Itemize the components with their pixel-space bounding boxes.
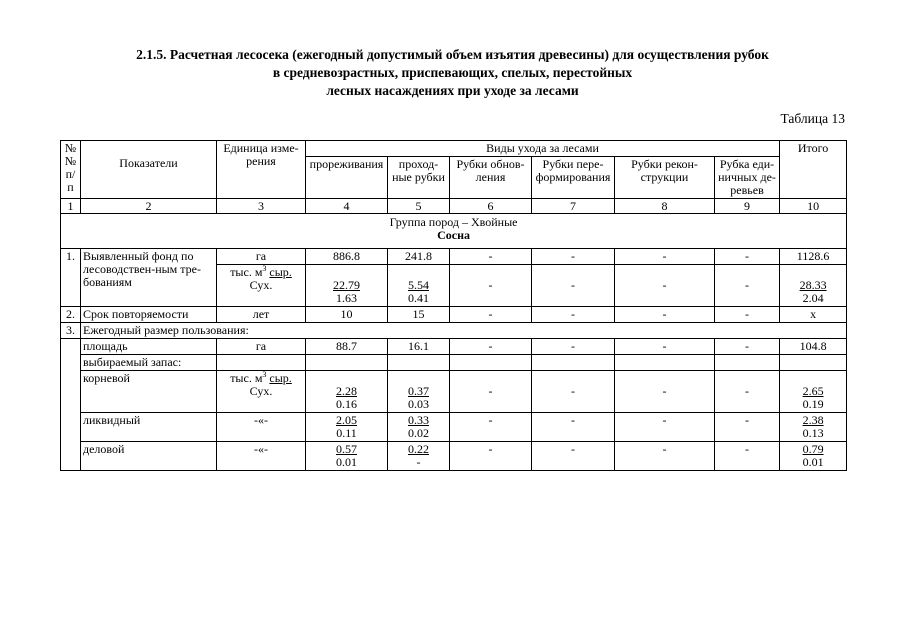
- value-cell: 22.79 1.63: [306, 265, 388, 307]
- unit-cell: тыс. $м^3$ сыр. Сух.: [217, 371, 306, 413]
- col-number: 5: [388, 199, 450, 214]
- document-title: [0, 46, 905, 100]
- row-number-empty: [61, 339, 81, 471]
- value-cell: -: [615, 307, 715, 323]
- header-total: Итого: [780, 141, 847, 199]
- value-cell: -: [715, 371, 780, 413]
- table-row: [61, 371, 847, 413]
- title-line-3: лесных насаждениях при уходе за лесами: [326, 83, 579, 98]
- value-cell: -: [532, 442, 615, 471]
- value-cell: 241.8: [388, 249, 450, 265]
- value-cell: -: [450, 442, 532, 471]
- value-cell: 2.05 0.11: [306, 413, 388, 442]
- value-cell: 15: [388, 307, 450, 323]
- row-number: 2.: [61, 307, 81, 323]
- title-line-2: в средневозрастных, приспевающих, спелых, перестойных: [272, 65, 633, 80]
- group-title: Группа пород – Хвойные: [389, 215, 518, 229]
- table-row: [61, 323, 847, 339]
- value-cell: -: [532, 413, 615, 442]
- value-cell: 2.28 0.16: [306, 371, 388, 413]
- value-cell: -: [715, 413, 780, 442]
- value-cell: 104.8: [780, 339, 847, 355]
- header-col5: проход- ные рубки: [388, 157, 450, 199]
- value-cell: -: [615, 371, 715, 413]
- empty-cell: [715, 355, 780, 371]
- value-cell: -: [532, 339, 615, 355]
- value-cell: 0.22 -: [388, 442, 450, 471]
- value-cell: 0.33 0.02: [388, 413, 450, 442]
- value-cell: -: [450, 265, 532, 307]
- value-cell: 2.65 0.19: [780, 371, 847, 413]
- col-number: 6: [450, 199, 532, 214]
- empty-cell: [306, 355, 388, 371]
- value-cell: -: [715, 265, 780, 307]
- value-cell: 0.79 0.01: [780, 442, 847, 471]
- value-cell: -: [615, 249, 715, 265]
- value-cell: -: [715, 339, 780, 355]
- value-cell: 88.7: [306, 339, 388, 355]
- value-cell: -: [450, 339, 532, 355]
- title-line-1: 2.1.5. Расчетная лесосека (ежегодный допустимый объем изъятия древесины) для осуществления рубок: [136, 47, 769, 62]
- table-row: [61, 442, 847, 471]
- empty-cell: [532, 355, 615, 371]
- header-col7: Рубки пере- формирования: [532, 157, 615, 199]
- col-number: 10: [780, 199, 847, 214]
- row-label: деловой: [81, 442, 217, 471]
- value-cell: -: [532, 307, 615, 323]
- header-col4: прореживания: [306, 157, 388, 199]
- value-cell: 5.54 0.41: [388, 265, 450, 307]
- unit-cell: лет: [217, 307, 306, 323]
- unit-cell: га: [217, 249, 306, 265]
- empty-cell: [780, 355, 847, 371]
- value-cell: -: [532, 265, 615, 307]
- row-number: 1.: [61, 249, 81, 307]
- header-unit: Единица изме- рения: [217, 141, 306, 199]
- value-cell: -: [450, 249, 532, 265]
- value-cell: 886.8: [306, 249, 388, 265]
- unit-cell: -«-: [217, 413, 306, 442]
- table-label: Таблица 13: [780, 111, 845, 126]
- unit-cell: тыс. $м^3$ сыр. Сух.: [217, 265, 306, 307]
- col-number: 8: [615, 199, 715, 214]
- value-cell: х: [780, 307, 847, 323]
- col-number: 3: [217, 199, 306, 214]
- table-row: [61, 307, 847, 323]
- value-cell: 2.38 0.13: [780, 413, 847, 442]
- group-species: Сосна: [437, 228, 470, 242]
- row-label: корневой: [81, 371, 217, 413]
- unit-cell: -«-: [217, 442, 306, 471]
- value-cell: -: [715, 249, 780, 265]
- table-row: [61, 355, 847, 371]
- row-number: 3.: [61, 323, 81, 339]
- value-cell: 0.37 0.03: [388, 371, 450, 413]
- header-col8: Рубки рекон- струкции: [615, 157, 715, 199]
- table-row: [61, 249, 847, 265]
- value-cell: -: [615, 339, 715, 355]
- unit-cell: га: [217, 339, 306, 355]
- header-row: [61, 141, 847, 157]
- row-label: Срок повторяемости: [81, 307, 217, 323]
- value-cell: 0.57 0.01: [306, 442, 388, 471]
- value-cell: -: [450, 371, 532, 413]
- value-cell: -: [715, 307, 780, 323]
- col-number: 9: [715, 199, 780, 214]
- header-col6: Рубки обнов- ления: [450, 157, 532, 199]
- col-number: 7: [532, 199, 615, 214]
- value-cell: -: [615, 413, 715, 442]
- header-col9: Рубка еди- ничных де- ревьев: [715, 157, 780, 199]
- header-indicators: Показатели: [81, 141, 217, 199]
- value-cell: 1128.6: [780, 249, 847, 265]
- empty-cell: [450, 355, 532, 371]
- forest-care-table: [60, 140, 847, 471]
- value-cell: 10: [306, 307, 388, 323]
- row-label: площадь: [81, 339, 217, 355]
- col-number: 1: [61, 199, 81, 214]
- row-label: выбираемый запас:: [81, 355, 217, 371]
- value-cell: -: [615, 442, 715, 471]
- empty-cell: [615, 355, 715, 371]
- table-row: [61, 413, 847, 442]
- table-row: [61, 339, 847, 355]
- header-care-types: Виды ухода за лесами: [306, 141, 780, 157]
- empty-cell: [388, 355, 450, 371]
- col-number: 4: [306, 199, 388, 214]
- value-cell: -: [715, 442, 780, 471]
- group-cell: [61, 214, 847, 249]
- group-row: [61, 214, 847, 249]
- col-number: 2: [81, 199, 217, 214]
- value-cell: -: [615, 265, 715, 307]
- column-numbers-row: [61, 199, 847, 214]
- header-num: № № п/п: [61, 141, 81, 199]
- empty-cell: [217, 355, 306, 371]
- value-cell: 28.33 2.04: [780, 265, 847, 307]
- row-label: Ежегодный размер пользования:: [81, 323, 847, 339]
- row-label: Выявленный фонд по лесоводствен-ным тре- бованиям: [81, 249, 217, 307]
- value-cell: -: [450, 413, 532, 442]
- value-cell: -: [532, 249, 615, 265]
- value-cell: 16.1: [388, 339, 450, 355]
- value-cell: -: [532, 371, 615, 413]
- row-label: ликвидный: [81, 413, 217, 442]
- value-cell: -: [450, 307, 532, 323]
